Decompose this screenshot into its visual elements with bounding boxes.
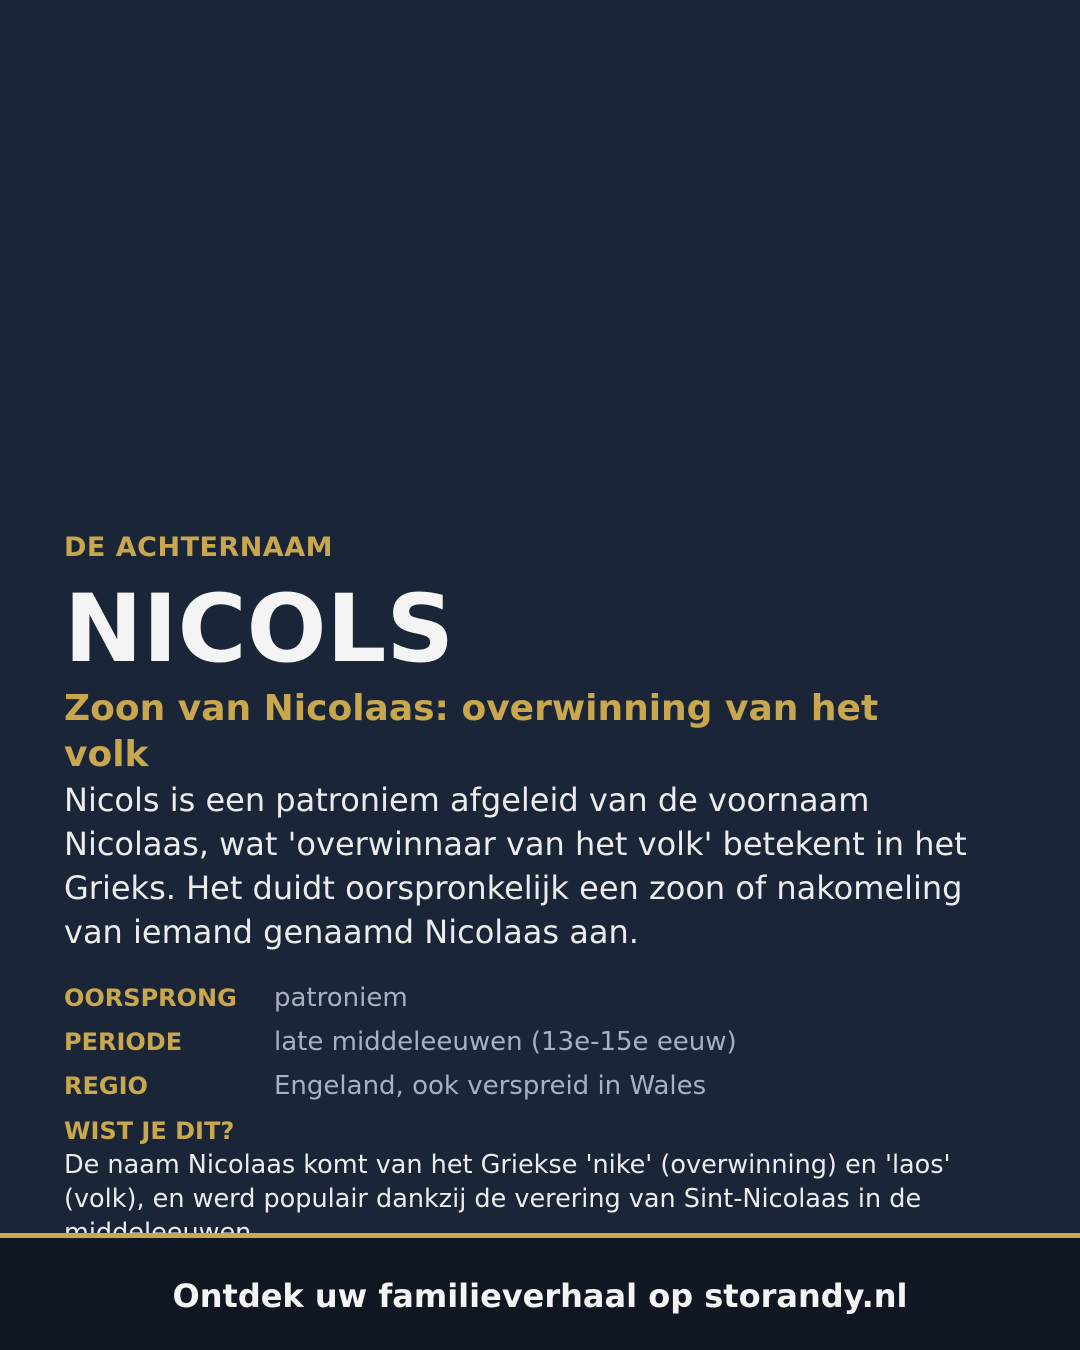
did-you-know-heading: WIST JE DIT? (64, 1117, 235, 1145)
fact-row-origin (64, 976, 1024, 1020)
surname-title: NICOLS (64, 575, 455, 684)
fact-row-period (64, 1020, 1024, 1064)
facts-list (64, 976, 1024, 1108)
eyebrow-label: DE ACHTERNAAM (64, 532, 333, 563)
footer-cta: Ontdek uw familieverhaal op storandy.nl (172, 1277, 908, 1315)
surname-card (64, 530, 1024, 1250)
fact-label: PERIODE (64, 1028, 183, 1056)
fact-value: patroniem (274, 983, 408, 1013)
surname-description: Nicols is een patroniem afgeleid van de voornaam Nicolaas, wat 'overwinnaar van het volk' betekent in het Grieks. Het duidt oorspronkelijk een zoon of nakomeling van iemand genaamd Nicolaas aan. (64, 781, 967, 951)
did-you-know-text: De naam Nicolaas komt van het Griekse 'nike' (overwinning) en 'laos' (volk), en werd populair dankzij de verering van Sint-Nicolaas in de (64, 1150, 951, 1214)
fact-label: REGIO (64, 1072, 148, 1100)
surname-meaning: Zoon van Nicolaas: overwinning van het volk (64, 688, 879, 775)
footer-bar (0, 1233, 1080, 1350)
fact-label: OORSPRONG (64, 984, 237, 1012)
fact-value: Engeland, ook verspreid in Wales (274, 1071, 707, 1101)
fact-value: late middeleeuwen (13e-15e eeuw) (274, 1027, 737, 1057)
fact-row-region (64, 1064, 1024, 1108)
